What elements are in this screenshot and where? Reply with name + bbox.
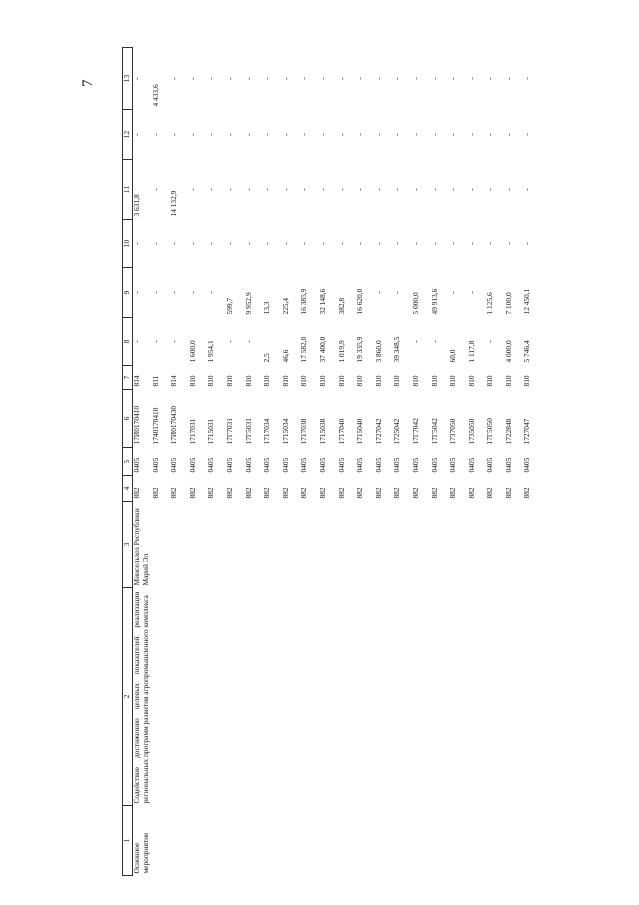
cell-col-13: - [466, 77, 476, 80]
column-header: 13 [123, 48, 133, 110]
cell-col-9: 32 148,6 [317, 288, 327, 315]
cell-col-10: - [466, 242, 476, 245]
column-header: 6 [123, 390, 133, 448]
cell-col-4: 882 [169, 487, 179, 499]
cell-col-7: 810 [522, 375, 532, 387]
cell-col-5: 0405 [503, 457, 513, 473]
cell-col-4: 882 [522, 487, 532, 499]
cell-col-6: 17И0170410 [132, 405, 141, 445]
cell-col-11: - [355, 188, 365, 191]
cell-col-13: - [317, 77, 327, 80]
cell-col-9: - [169, 291, 179, 294]
cell-col-8: - [132, 340, 141, 343]
cell-col-7: 810 [336, 375, 346, 387]
cell-col-12: - [392, 133, 402, 136]
cell-col-12: - [299, 133, 309, 136]
cell-col-5: 0405 [448, 457, 458, 473]
cell-col-12: - [187, 133, 197, 136]
cell-col-9: 7 100,0 [503, 292, 513, 315]
cell-col-13: - [355, 77, 365, 80]
cell-col-11: - [448, 188, 458, 191]
cell-col-7: 810 [448, 375, 458, 387]
cell-col-6: 1740170410 [150, 407, 160, 445]
cell-col-11: - [429, 188, 439, 191]
cell-col-6: 1717031 [187, 418, 197, 445]
cell-col-9: 1 125,6 [485, 292, 495, 315]
cell-col-4: 882 [206, 487, 216, 499]
cell-col-11: - [485, 188, 495, 191]
cell-col-4: 882 [503, 487, 513, 499]
cell-col-9: - [392, 291, 402, 294]
cell-col-11: - [410, 188, 420, 191]
column-header: 8 [123, 318, 133, 366]
cell-col-12: - [373, 133, 383, 136]
cell-col-8: 1 600,0 [187, 340, 197, 363]
cell-col-5: 0405 [485, 457, 495, 473]
cell-col-7: 810 [187, 375, 197, 387]
cell-col-13: - [206, 77, 216, 80]
cell-col-7: 810 [355, 375, 365, 387]
cell-col-4: 882 [336, 487, 346, 499]
cell-col-5: 0405 [373, 457, 383, 473]
cell-col-4: 882 [373, 487, 383, 499]
cell-col-10: - [299, 242, 309, 245]
cell-col-8: - [410, 340, 420, 343]
cell-col-12: - [243, 133, 253, 136]
cell-col-4: 882 [262, 487, 272, 499]
executor-cell: Минсельхоз Республики Марий Эл [132, 508, 150, 586]
cell-col-7: 811 [150, 375, 160, 387]
cell-col-4: 882 [243, 487, 253, 499]
cell-col-7: 810 [392, 375, 402, 387]
cell-col-10: - [355, 242, 365, 245]
cell-col-10: - [522, 242, 532, 245]
cell-col-11: - [392, 188, 402, 191]
column-header: 4 [123, 476, 133, 502]
cell-col-13: - [392, 77, 402, 80]
cell-col-9: 225,4 [280, 297, 290, 315]
cell-col-10: - [336, 242, 346, 245]
cell-col-13: - [448, 77, 458, 80]
cell-col-8: 1 117,8 [466, 340, 476, 363]
cell-col-5: 0405 [169, 457, 179, 473]
column-header: 3 [123, 502, 133, 588]
cell-col-5: 0405 [299, 457, 309, 473]
cell-col-7: 810 [224, 375, 234, 387]
cell-col-6: 1717040 [336, 418, 346, 445]
column-header: 2 [123, 588, 133, 806]
cell-col-9: 382,8 [336, 297, 346, 315]
event-type-cell: Основное мероприятие [132, 832, 150, 874]
column-header: 7 [123, 366, 133, 390]
cell-col-6: 1717038 [299, 418, 309, 445]
cell-col-5: 0405 [355, 457, 365, 473]
cell-col-8: 37 400,0 [317, 336, 327, 363]
cell-col-8: - [485, 340, 495, 343]
cell-col-6: 1722848 [503, 418, 513, 445]
cell-col-4: 882 [448, 487, 458, 499]
cell-col-12: - [336, 133, 346, 136]
cell-col-5: 0405 [132, 457, 141, 473]
cell-col-13: - [262, 77, 272, 80]
cell-col-6: 1727042 [373, 418, 383, 445]
cell-col-9: - [373, 291, 383, 294]
cell-col-10: - [280, 242, 290, 245]
table-header [123, 48, 133, 876]
cell-col-8: 2,5 [262, 353, 272, 363]
cell-col-6: 1737050 [448, 418, 458, 445]
cell-col-8: 1 954,1 [206, 340, 216, 363]
cell-col-13: - [373, 77, 383, 80]
cell-col-8: 19 335,9 [355, 336, 365, 363]
cell-col-8: 4 000,0 [503, 340, 513, 363]
cell-col-11: - [522, 188, 532, 191]
cell-col-7: 810 [485, 375, 495, 387]
cell-col-6: 1715040 [355, 418, 365, 445]
cell-col-6: 17Г7031 [224, 418, 234, 445]
cell-col-7: 814 [169, 375, 179, 387]
cell-col-11: - [373, 188, 383, 191]
cell-col-10: - [392, 242, 402, 245]
cell-col-4: 882 [466, 487, 476, 499]
cell-col-5: 0405 [410, 457, 420, 473]
cell-col-4: 882 [224, 487, 234, 499]
cell-col-10: - [187, 242, 197, 245]
cell-col-8: - [224, 340, 234, 343]
cell-col-10: - [262, 242, 272, 245]
cell-col-10: - [224, 242, 234, 245]
cell-col-8: - [150, 340, 160, 343]
cell-col-4: 882 [485, 487, 495, 499]
cell-col-11: - [262, 188, 272, 191]
cell-col-5: 0405 [243, 457, 253, 473]
cell-col-7: 810 [262, 375, 272, 387]
cell-col-11: - [243, 188, 253, 191]
cell-col-7: 810 [503, 375, 513, 387]
cell-col-12: - [262, 133, 272, 136]
cell-col-10: - [150, 242, 160, 245]
cell-col-7: 810 [280, 375, 290, 387]
cell-col-13: - [299, 77, 309, 80]
cell-col-5: 0405 [262, 457, 272, 473]
cell-col-9: 13,3 [262, 301, 272, 315]
cell-col-13: - [410, 77, 420, 80]
cell-col-10: - [169, 242, 179, 245]
cell-col-12: - [503, 133, 513, 136]
cell-col-9: 49 913,6 [429, 288, 439, 315]
cell-col-10: - [503, 242, 513, 245]
cell-col-5: 0405 [280, 457, 290, 473]
cell-col-6: 1725042 [392, 418, 402, 445]
cell-col-10: - [448, 242, 458, 245]
cell-col-12: - [448, 133, 458, 136]
cell-col-4: 882 [392, 487, 402, 499]
cell-col-12: - [169, 133, 179, 136]
cell-col-7: 810 [373, 375, 383, 387]
cell-col-13: - [243, 77, 253, 80]
cell-col-5: 0405 [392, 457, 402, 473]
cell-col-13: - [224, 77, 234, 80]
cell-col-8: - [243, 340, 253, 343]
cell-col-13: - [336, 77, 346, 80]
cell-col-10: - [485, 242, 495, 245]
cell-col-8: - [429, 340, 439, 343]
cell-col-7: 810 [466, 375, 476, 387]
cell-col-9: 16 385,9 [299, 288, 309, 315]
rotated-table-container [122, 48, 550, 876]
cell-col-12: - [132, 133, 141, 136]
cell-col-12: - [355, 133, 365, 136]
cell-col-5: 0405 [187, 457, 197, 473]
cell-col-7: 810 [317, 375, 327, 387]
cell-col-12: - [150, 133, 160, 136]
cell-col-6: 1717034 [262, 418, 272, 445]
table-body [133, 48, 543, 876]
cell-col-9: 599,7 [224, 297, 234, 315]
cell-col-4: 882 [299, 487, 309, 499]
cell-col-11: 14 132,9 [169, 190, 179, 217]
cell-col-10: - [317, 242, 327, 245]
cell-col-5: 0405 [224, 457, 234, 473]
cell-col-12: - [466, 133, 476, 136]
cell-col-5: 0405 [466, 457, 476, 473]
cell-col-9: 9 952,9 [243, 292, 253, 315]
cell-col-6: 17Г5050 [485, 418, 495, 445]
cell-col-5: 0405 [336, 457, 346, 473]
column-header: 5 [123, 448, 133, 476]
cell-col-11: - [224, 188, 234, 191]
cell-col-8: - [169, 340, 179, 343]
cell-col-6: 1735050 [466, 418, 476, 445]
cell-col-5: 0405 [429, 457, 439, 473]
cell-col-10: - [206, 242, 216, 245]
cell-col-4: 882 [410, 487, 420, 499]
cell-col-11: - [466, 188, 476, 191]
cell-col-10: - [243, 242, 253, 245]
cell-col-8: 17 582,0 [299, 336, 309, 363]
cell-col-8: 3 860,0 [373, 340, 383, 363]
cell-col-13: 4 433,6 [150, 84, 160, 107]
cell-col-13: - [522, 77, 532, 80]
cell-col-11: - [503, 188, 513, 191]
cell-col-7: 810 [243, 375, 253, 387]
cell-col-6: 1715034 [280, 418, 290, 445]
cell-col-11: - [206, 188, 216, 191]
cell-col-9: - [187, 291, 197, 294]
cell-col-12: - [522, 133, 532, 136]
cell-col-4: 882 [355, 487, 365, 499]
cell-col-13: - [429, 77, 439, 80]
cell-col-10: - [410, 242, 420, 245]
cell-col-11: - [336, 188, 346, 191]
cell-col-12: - [317, 133, 327, 136]
cell-col-7: 810 [299, 375, 309, 387]
cell-col-4: 882 [187, 487, 197, 499]
cell-col-6: 1715038 [317, 418, 327, 445]
cell-col-12: - [224, 133, 234, 136]
cell-col-5: 0405 [206, 457, 216, 473]
cell-col-13: - [280, 77, 290, 80]
cell-col-13: - [132, 77, 141, 80]
cell-col-9: - [132, 291, 141, 294]
cell-col-8: 39 348,5 [392, 336, 402, 363]
cell-col-6: 17Г7042 [410, 418, 420, 445]
cell-col-10: - [373, 242, 383, 245]
cell-col-5: 0405 [317, 457, 327, 473]
cell-col-6: 17Г5042 [429, 418, 439, 445]
cell-col-8: 60,0 [448, 349, 458, 363]
cell-col-8: 5 746,4 [522, 340, 532, 363]
cell-col-7: 810 [206, 375, 216, 387]
cell-col-5: 0405 [522, 457, 532, 473]
column-header: 1 [123, 806, 133, 876]
cell-col-4: 882 [317, 487, 327, 499]
cell-col-6: 17Г5031 [243, 418, 253, 445]
cell-col-13: - [187, 77, 197, 80]
cell-col-7: 814 [132, 375, 141, 387]
cell-col-12: - [206, 133, 216, 136]
cell-col-9: 16 620,0 [355, 288, 365, 315]
column-header: 12 [123, 110, 133, 160]
cell-col-11: 3 631,8 [132, 194, 141, 217]
cell-col-13: - [503, 77, 513, 80]
cell-col-4: 882 [132, 487, 141, 499]
cell-col-9: 5 000,0 [410, 292, 420, 315]
cell-col-12: - [280, 133, 290, 136]
cell-col-11: - [280, 188, 290, 191]
cell-col-8: 1 019,9 [336, 340, 346, 363]
budget-table [122, 47, 542, 876]
column-header: 11 [123, 160, 133, 220]
cell-col-11: - [299, 188, 309, 191]
cell-col-13: - [169, 77, 179, 80]
cell-col-11: - [317, 188, 327, 191]
cell-col-9: - [466, 291, 476, 294]
cell-col-9: - [150, 291, 160, 294]
cell-col-4: 882 [429, 487, 439, 499]
header-row [123, 48, 133, 876]
page-number: 7 [80, 79, 96, 87]
cell-col-12: - [485, 133, 495, 136]
cell-col-10: - [132, 242, 141, 245]
cell-col-10: - [429, 242, 439, 245]
cell-col-4: 882 [280, 487, 290, 499]
event-name-cell: Содействие достижению целевых показателей реализации региональных программ развития агропромышленного комплекса [132, 591, 150, 804]
cell-col-6: 1715031 [206, 418, 216, 445]
cell-col-7: 810 [429, 375, 439, 387]
cell-col-8: 46,6 [280, 349, 290, 363]
cell-col-13: - [485, 77, 495, 80]
cell-col-11: - [187, 188, 197, 191]
cell-col-9: - [448, 291, 458, 294]
column-header: 10 [123, 220, 133, 268]
cell-col-9: 12 450,1 [522, 288, 532, 315]
cell-col-11: - [150, 188, 160, 191]
cell-col-5: 0405 [150, 457, 160, 473]
cell-col-12: - [429, 133, 439, 136]
column-header: 9 [123, 268, 133, 318]
cell-col-7: 810 [410, 375, 420, 387]
cell-col-6: 1727047 [522, 418, 532, 445]
cell-col-6: 17И0170430 [169, 405, 179, 445]
cell-col-9: - [206, 291, 216, 294]
cell-col-4: 882 [150, 487, 160, 499]
table-row [133, 48, 152, 876]
cell-col-12: - [410, 133, 420, 136]
